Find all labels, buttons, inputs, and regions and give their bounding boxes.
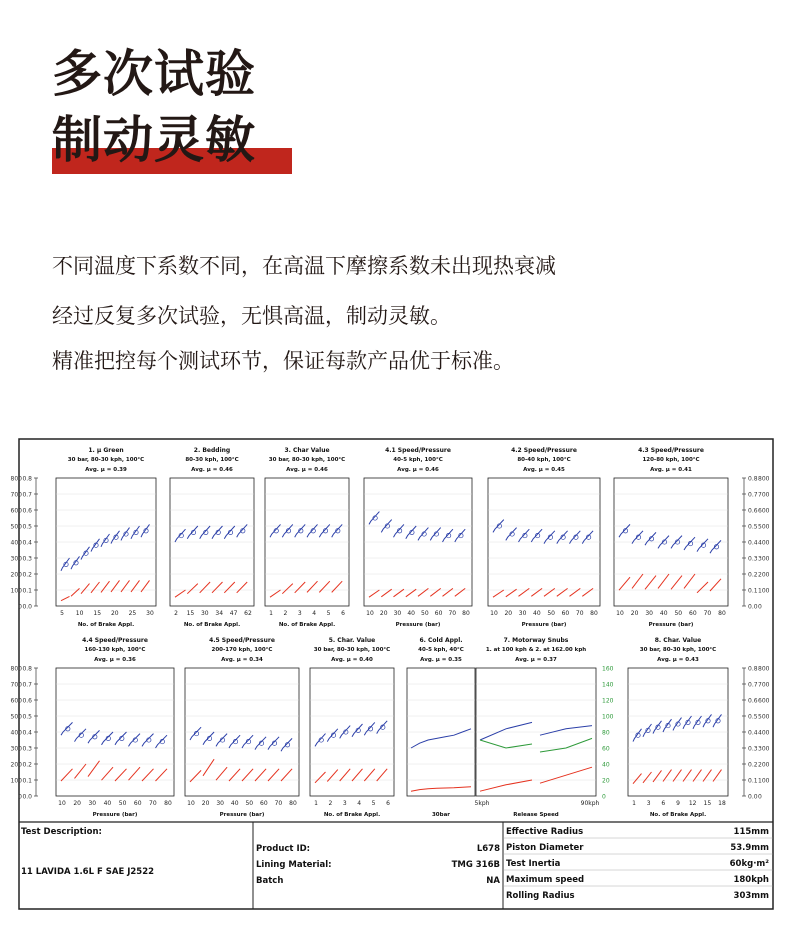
panel-1-condition: 30 bar, 80-30 kph, 100°C [67,457,145,463]
panel-8-x-tick: 40 [230,800,239,807]
panel-8-x-tick: 10 [187,800,195,807]
panel-3-x-tick: 5 [326,610,331,617]
panel-5-x-tick: 70 [575,610,584,617]
left-temp-axis-tick: 700 [10,491,22,499]
panel-3-x-label: No. of Brake Appl. [278,622,336,628]
right-temp-axis-tick: 500 [758,523,770,531]
panel-12-x-tick: 6 [661,800,666,807]
panel-10-x-label: 30bar [431,812,451,818]
panel-7-condition: 160-130 kph, 100°C [84,647,146,653]
panel-12-x-tick: 1 [632,800,636,807]
panel-2-avg-mu: Avg. μ = 0.46 [191,467,233,473]
panel-7-x-tick: 80 [164,800,172,807]
panel-5-title: 4.2 Speed/Pressure [511,447,577,454]
left-mu-axis-tick: 0.1 [22,777,32,785]
spec-row-label: Rolling Radius [506,891,575,901]
panel-6-x-tick: 10 [616,610,624,617]
left-mu-axis-tick: 0.7 [22,491,32,499]
left-temp-axis-tick: 400 [10,729,22,737]
left-mu-axis-tick: 0.8 [22,475,32,483]
panel-4-condition: 40-5 kph, 100°C [393,457,443,463]
spec-row-label: Piston Diameter [506,843,584,853]
right-temp-axis-tick: 200 [758,571,770,579]
product-row-value: TMG 316B [451,860,500,870]
panel-8-x-tick: 20 [201,800,210,807]
panel-9-title: 5. Char. Value [328,637,376,644]
panel-6-x-tick: 20 [630,610,639,617]
left-mu-axis-tick: 0.2 [22,571,32,579]
panel-9-x-tick: 4 [357,800,362,807]
left-mu-axis-tick: 0.5 [22,523,32,531]
speed-axis-tick: 40 [602,761,610,769]
panel-9-x-tick: 1 [314,800,318,807]
right-mu-axis-tick: 0.0 [748,603,758,611]
panel-8-x-tick: 30 [216,800,224,807]
panel-8-x-tick: 60 [260,800,268,807]
speed-axis-tick: 120 [602,697,614,705]
panel-7-x-tick: 10 [58,800,66,807]
spec-row-value: 180kph [733,875,769,885]
panel-7-x-label: Pressure (bar) [92,812,138,818]
panel-8-avg-mu: Avg. μ = 0.34 [221,657,263,663]
left-temp-axis-tick: 0 [18,603,22,611]
panel-1-x-tick: 15 [93,610,102,617]
panel-3-avg-mu: Avg. μ = 0.46 [286,467,328,473]
right-mu-axis-tick: 0.7 [748,491,758,499]
product-row-value: L678 [476,844,500,854]
panel-5-x-tick: 40 [533,610,541,617]
left-mu-axis-tick: 0.5 [22,713,32,721]
right-temp-axis-tick: 800 [758,475,770,483]
panel-3-x-tick: 1 [269,610,273,617]
right-mu-axis-tick: 0.4 [748,539,758,547]
speed-axis-tick: 160 [602,665,614,673]
panel-2-x-tick: 15 [186,610,195,617]
panel-6-x-tick: 50 [674,610,683,617]
left-mu-axis-tick: 0.0 [22,793,32,801]
speed-axis-tick: 60 [602,745,610,753]
description-line-2: 经过反复多次试验，无惧高温，制动灵敏。 [52,304,451,328]
panel-11-x-label: Release Speed [513,812,559,818]
description-line-3: 精准把控每个测试环节，保证每款产品优于标准。 [52,349,514,373]
panel-10-condition: 40-5 kph, 40°C [418,647,464,653]
panel-4-x-tick: 70 [448,610,457,617]
spec-row-value: 60kg·m² [729,859,769,869]
left-temp-axis-tick: 700 [10,681,22,689]
right-temp-axis-tick: 0 [758,793,762,801]
right-temp-axis-tick: 600 [758,697,770,705]
left-mu-axis-tick: 0.4 [22,539,32,547]
right-temp-axis-tick: 0 [758,603,762,611]
right-temp-axis-tick: 700 [758,491,770,499]
panel-11-avg-mu: Avg. μ = 0.37 [515,657,557,663]
panel-12-x-label: No. of Brake Appl. [649,812,707,818]
panel-1-x-tick: 25 [128,610,137,617]
spec-row-value: 53.9mm [730,843,769,853]
panel-2-x-tick: 62 [244,610,252,617]
right-mu-axis-tick: 0.4 [748,729,758,737]
panel-6-x-tick: 70 [703,610,712,617]
spec-row-value: 303mm [733,891,769,901]
panel-4-x-tick: 30 [393,610,402,617]
panel-6-x-tick: 80 [718,610,726,617]
left-temp-axis-tick: 400 [10,539,22,547]
panel-12-x-tick: 3 [646,800,651,807]
panel-4-x-tick: 80 [462,610,470,617]
panel-6-x-tick: 60 [689,610,697,617]
left-temp-axis-tick: 100 [10,587,22,595]
panel-7-x-tick: 30 [88,800,97,807]
panel-9-x-tick: 5 [371,800,376,807]
right-temp-axis-tick: 100 [758,587,770,595]
panel-3-x-tick: 4 [312,610,317,617]
panel-5-x-label: Pressure (bar) [521,622,567,628]
panel-4-x-tick: 20 [379,610,388,617]
panel-2-x-tick: 34 [215,610,224,617]
left-mu-axis-tick: 0.1 [22,587,32,595]
speed-axis-tick: 80 [602,729,610,737]
spec-row-label: Maximum speed [506,875,585,885]
right-temp-axis-tick: 600 [758,507,770,515]
left-mu-axis-tick: 0.4 [22,729,32,737]
right-mu-axis-tick: 0.6 [748,697,758,705]
panel-3-x-tick: 6 [341,610,345,617]
panel-8-x-tick: 80 [289,800,297,807]
speed-axis-tick: 100 [602,713,614,721]
right-mu-axis-tick: 0.3 [748,555,758,563]
panel-4-x-tick: 10 [366,610,374,617]
panel-10-title: 6. Cold Appl. [419,637,463,644]
right-temp-axis-tick: 400 [758,729,770,737]
left-temp-axis-tick: 600 [10,697,22,705]
right-mu-axis-tick: 0.6 [748,507,758,515]
panel-9-x-tick: 3 [342,800,347,807]
left-temp-axis-tick: 200 [10,571,22,579]
panel-9-x-tick: 2 [328,800,333,807]
panel-5-x-tick: 30 [518,610,527,617]
right-mu-axis-tick: 0.5 [748,523,758,531]
left-temp-axis-tick: 500 [10,523,22,531]
panel-6-avg-mu: Avg. μ = 0.41 [650,467,692,473]
left-temp-axis-tick: 800 [10,475,22,483]
panel-4-x-label: Pressure (bar) [395,622,441,628]
test-description-value: 11 LAVIDA 1.6L F SAE J2522 [21,867,155,877]
product-row-label: Batch [256,876,284,886]
product-row-label: Product ID: [256,844,311,854]
right-temp-axis-tick: 700 [758,681,770,689]
panel-1-x-tick: 5 [60,610,64,617]
panel-4-title: 4.1 Speed/Pressure [385,447,451,454]
panel-1-title: 1. μ Green [88,447,124,454]
panel-5-x-tick: 60 [561,610,570,617]
panel-12-avg-mu: Avg. μ = 0.43 [657,657,699,663]
panel-4-avg-mu: Avg. μ = 0.46 [397,467,439,473]
panel-9-condition: 30 bar, 80-30 kph, 100°C [313,647,391,653]
panel-2-title: 2. Bedding [193,447,231,454]
right-mu-axis-tick: 0.0 [748,793,758,801]
heading-line-2: 制动灵敏 [52,111,256,169]
panel-11-title: 7. Motorway Snubs [503,637,569,644]
panel-1-x-tick: 20 [110,610,119,617]
left-temp-axis-tick: 500 [10,713,22,721]
panel-5-condition: 80-40 kph, 100°C [517,457,571,463]
panel-11-x-tick: 5kph [474,800,490,807]
right-mu-axis-tick: 0.7 [748,681,758,689]
right-mu-axis-tick: 0.2 [748,761,758,769]
panel-12-x-tick: 18 [718,800,726,807]
brake-test-report [10,438,774,910]
panel-4-x-tick: 50 [421,610,429,617]
left-temp-axis-tick: 300 [10,555,22,563]
right-temp-axis-tick: 200 [758,761,770,769]
panel-5-x-tick: 50 [547,610,555,617]
panel-11-condition: 1. at 100 kph & 2. at 162.00 kph [485,647,587,653]
heading-line-1: 多次试验 [52,45,256,103]
panel-1-x-tick: 30 [146,610,154,617]
panel-2-x-tick: 47 [229,610,238,617]
panel-12-x-tick: 12 [688,800,697,807]
spec-row-value: 115mm [733,827,769,837]
product-row-label: Lining Material: [256,860,332,870]
panel-1-avg-mu: Avg. μ = 0.39 [85,467,127,473]
panel-7-x-tick: 60 [133,800,142,807]
right-temp-axis-tick: 400 [758,539,770,547]
right-temp-axis-tick: 300 [758,745,770,753]
left-temp-axis-tick: 300 [10,745,22,753]
right-mu-axis-tick: 0.8 [748,665,758,673]
panel-2-x-label: No. of Brake Appl. [183,622,241,628]
left-mu-axis-tick: 0.6 [22,507,32,515]
panel-4-x-tick: 40 [407,610,415,617]
right-temp-axis-tick: 500 [758,713,770,721]
panel-2-condition: 80-30 kph, 100°C [185,457,239,463]
left-mu-axis-tick: 0.7 [22,681,32,689]
left-temp-axis-tick: 100 [10,777,22,785]
panel-4-x-tick: 60 [434,610,443,617]
panel-12-condition: 30 bar, 80-30 kph, 100°C [639,647,717,653]
panel-9-avg-mu: Avg. μ = 0.40 [331,657,373,663]
panel-12-title: 8. Char. Value [654,637,702,644]
panel-8-x-tick: 50 [245,800,254,807]
left-mu-axis-tick: 0.3 [22,555,32,563]
panel-7-x-tick: 40 [103,800,112,807]
left-temp-axis-tick: 800 [10,665,22,673]
right-temp-axis-tick: 800 [758,665,770,673]
description-line-1: 不同温度下系数不同，在高温下摩擦系数未出现热衰减 [52,254,556,278]
left-mu-axis-tick: 0.8 [22,665,32,673]
speed-axis-tick: 20 [602,777,610,785]
panel-9-x-label: No. of Brake Appl. [323,812,381,818]
panel-8-x-tick: 70 [274,800,283,807]
left-mu-axis-tick: 0.3 [22,745,32,753]
spec-row-label: Test Inertia [506,859,561,869]
speed-axis-tick: 140 [602,681,614,689]
panel-12-x-tick: 15 [703,800,712,807]
panel-1-x-label: No. of Brake Appl. [77,622,135,628]
panel-7-x-tick: 20 [73,800,81,807]
brake-test-chart [10,438,774,910]
panel-1-x-tick: 10 [75,610,84,617]
panel-6-x-tick: 40 [659,610,668,617]
right-mu-axis-tick: 0.8 [748,475,758,483]
panel-6-condition: 120-80 kph, 100°C [642,457,700,463]
panel-5-avg-mu: Avg. μ = 0.45 [523,467,565,473]
left-mu-axis-tick: 0.6 [22,697,32,705]
left-temp-axis-tick: 600 [10,507,22,515]
panel-3-title: 3. Char Value [284,447,330,454]
panel-3-x-tick: 2 [283,610,288,617]
right-mu-axis-tick: 0.3 [748,745,758,753]
speed-axis-tick: 0 [602,793,606,801]
left-mu-axis-tick: 0.2 [22,761,32,769]
panel-7-avg-mu: Avg. μ = 0.36 [94,657,136,663]
right-mu-axis-tick: 0.1 [748,587,758,595]
panel-3-condition: 30 bar, 80-30 kph, 100°C [268,457,346,463]
right-temp-axis-tick: 300 [758,555,770,563]
panel-5-x-tick: 20 [504,610,513,617]
panel-8-condition: 200-170 kph, 100°C [211,647,273,653]
right-temp-axis-tick: 100 [758,777,770,785]
left-temp-axis-tick: 0 [18,793,22,801]
panel-12-x-tick: 9 [676,800,680,807]
panel-3-x-tick: 3 [297,610,302,617]
panel-10-avg-mu: Avg. μ = 0.35 [420,657,462,663]
panel-2-x-tick: 2 [174,610,178,617]
right-mu-axis-tick: 0.1 [748,777,758,785]
panel-2-x-tick: 30 [200,610,209,617]
panel-5-x-tick: 80 [590,610,598,617]
panel-8-title: 4.5 Speed/Pressure [209,637,275,644]
panel-11-x-tick: 90kph [580,800,600,807]
panel-8-x-label: Pressure (bar) [219,812,265,818]
spec-row-label: Effective Radius [506,827,584,837]
product-row-value: NA [486,876,500,886]
panel-5-x-tick: 10 [490,610,498,617]
panel-7-x-tick: 70 [149,800,157,807]
left-temp-axis-tick: 200 [10,761,22,769]
panel-9-x-tick: 6 [386,800,390,807]
panel-6-x-tick: 30 [645,610,653,617]
left-mu-axis-tick: 0.0 [22,603,32,611]
panel-6-x-label: Pressure (bar) [648,622,694,628]
test-description-label: Test Description: [21,827,102,837]
panel-7-x-tick: 50 [118,800,127,807]
right-mu-axis-tick: 0.5 [748,713,758,721]
right-mu-axis-tick: 0.2 [748,571,758,579]
panel-7-title: 4.4 Speed/Pressure [82,637,148,644]
panel-6-title: 4.3 Speed/Pressure [638,447,704,454]
